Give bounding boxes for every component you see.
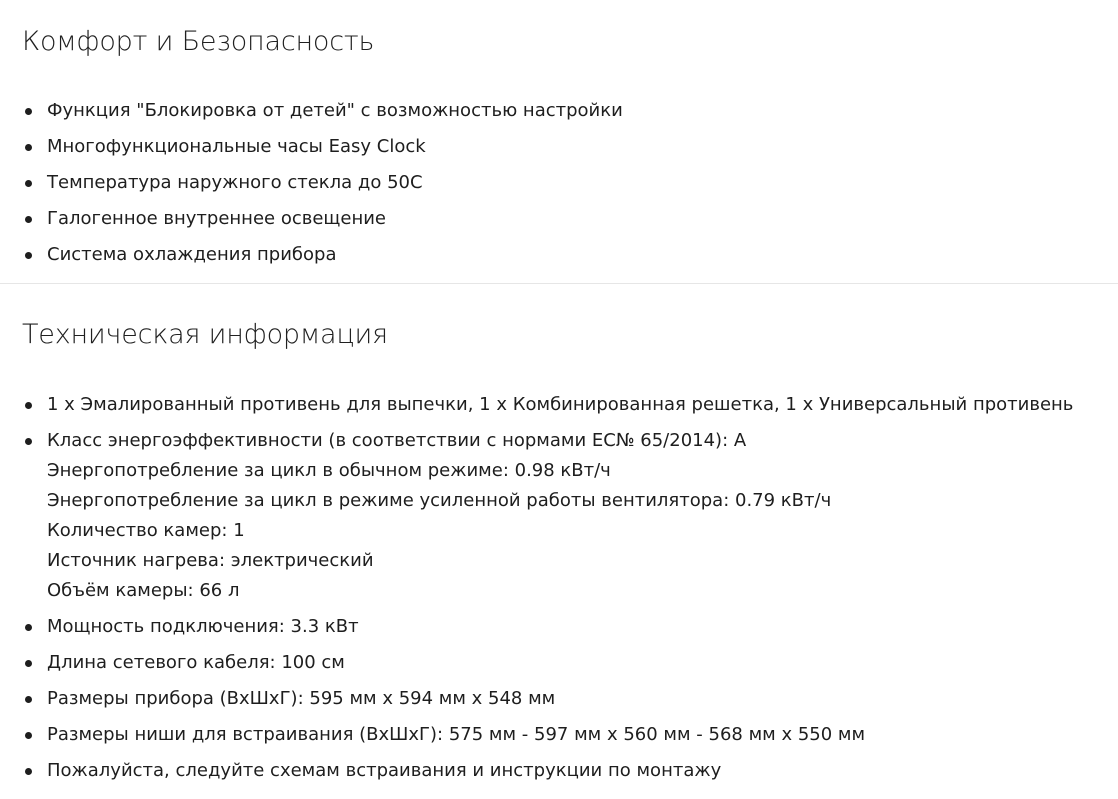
comfort-safety-section — [0, 0, 1118, 283]
chamber-volume-line: Объём камеры: 66 л — [47, 580, 240, 601]
list-item-energy — [0, 426, 1073, 606]
technical-spec-list — [0, 390, 1073, 792]
list-item: Мощность подключения: 3.3 кВт — [0, 612, 1073, 642]
section-title-comfort: Комфорт и Безопасность — [22, 26, 375, 57]
list-item: Галогенное внутреннее освещение — [0, 204, 623, 234]
section-title-technical: Техническая информация — [22, 319, 388, 350]
list-item: Размеры ниши для встраивания (ВхШхГ): 575 мм - 597 мм x 560 мм - 568 мм x 550 мм — [0, 720, 1073, 750]
list-item: Многофункциональные часы Easy Clock — [0, 132, 623, 162]
list-item: Система охлаждения прибора — [0, 240, 623, 270]
list-item: Функция "Блокировка от детей" с возможностью настройки — [0, 96, 623, 126]
energy-consumption-fan-line: Энергопотребление за цикл в режиме усиленной работы вентилятора: 0.79 кВт/ч — [47, 490, 832, 511]
energy-consumption-normal-line: Энергопотребление за цикл в обычном режиме: 0.98 кВт/ч — [47, 460, 611, 481]
chamber-count-line: Количество камер: 1 — [47, 520, 245, 541]
energy-class-line: Класс энергоэффективности (в соответствии с нормами EC№ 65/2014): A — [47, 430, 747, 451]
comfort-feature-list — [0, 96, 623, 276]
list-item: Температура наружного стекла до 50С — [0, 168, 623, 198]
heat-source-line: Источник нагрева: электрический — [47, 550, 374, 571]
list-item: Размеры прибора (ВхШхГ): 595 мм x 594 мм x 548 мм — [0, 684, 1073, 714]
list-item: Длина сетевого кабеля: 100 см — [0, 648, 1073, 678]
technical-info-section — [0, 284, 1118, 799]
list-item: Пожалуйста, следуйте схемам встраивания и инструкции по монтажу — [0, 756, 1073, 786]
list-item: 1 x Эмалированный противень для выпечки, 1 x Комбинированная решетка, 1 x Универсальный противень — [0, 390, 1073, 420]
